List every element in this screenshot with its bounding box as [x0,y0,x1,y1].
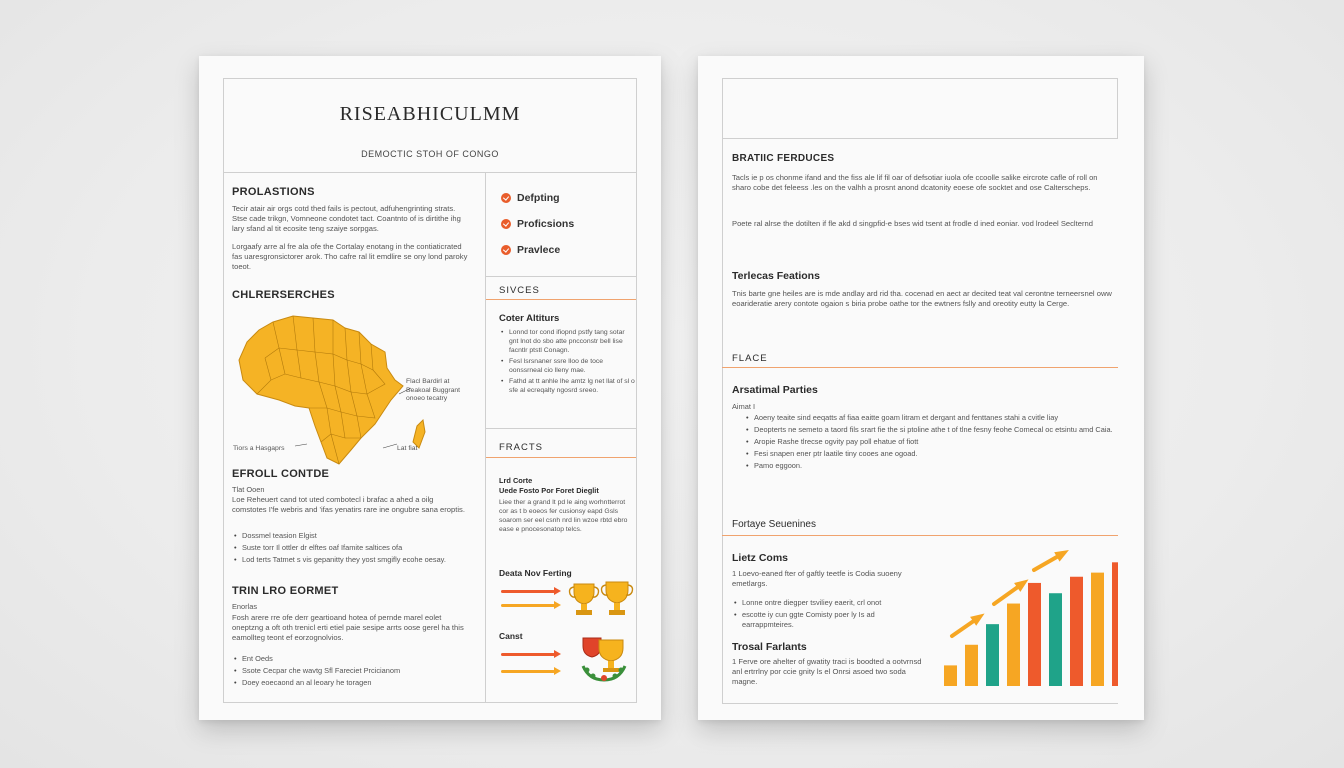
section-heading-efroll: EFROLL CONTDE [232,468,330,480]
efroll-bullet-list [232,531,468,567]
right-page [698,56,1144,720]
arrow-icon [501,670,555,673]
trophy-label-2: Canst [499,631,523,641]
chart-bar [986,624,999,686]
bratic-paragraph-1: Tacls ie p os chonme ifand and the fiss ale lif fil oar of defsotiar iuola ofe ccoolle salike eircrote cafle of roll on sharo cobe det feleess .les on the valhh a prosnt anond dcatonity eoese ofe socktet and ose Calterscheps. [732,173,1098,192]
check-icon [501,245,511,255]
sivces-bullet-list [499,328,635,397]
arrow-icon [501,590,555,593]
check-icon [501,193,511,203]
list-item: • Ssote Cecpar che wavtg Sfl Fareciet Prcicianom [232,666,468,676]
list-item: • Doey eoecaond an al leoary he toragen [232,678,468,688]
sivces-subheading: Coter Altiturs [499,313,560,324]
header-box [722,78,1118,138]
lietz-bullet-list [732,598,928,632]
section-heading-sivces: SIVCES [499,285,540,296]
list-item: • Fesi snapen ener ptr laatile tiny cooes ane ogoad. [744,449,1116,459]
divider [486,299,636,300]
list-item: • Aoeny teaite sind eeqatts af fiaa eaitte goam litram et dergant and fenttanes stahi a cvitle liay [744,413,1116,423]
trend-arrow-head [1054,550,1069,562]
section-heading-proclastions: PROLASTIONS [232,186,315,198]
divider [722,367,1118,368]
list-item: • Ent Oeds [232,654,468,664]
efroll-label: Tlat Ooen [232,485,265,494]
train-paragraph: Fosh arere rre ofe derr geartioand hotea of pernde marel eolet oneptzng a oft oth trenicl erti etiel paie sesipe arrts oose gerel ha this eamollteg teont ef eorzognolvios. [232,613,464,642]
section-heading-bratic: BRATIIC FERDUCES [732,153,835,164]
nav-item-proficsions[interactable]: Proficsions [501,218,574,230]
divider [486,457,636,458]
list-item: • Pamo eggoon. [744,461,1116,471]
proclastions-paragraph-1: Tecir atair air orgs cotd thed fails is pectout, adfuhengrinting strats. Stse cade trikgn, Vomneone condotet tact. Coantnto of is dirtithe ihg lary sfand al tit ecosite teng szaiye sorpgas. [232,204,461,233]
section-heading-lietz: Lietz Coms [732,552,789,564]
divider [722,535,1118,536]
chart-bar [944,665,957,686]
trophy-icon [568,580,638,620]
map-callout-island: Lat fiat [397,445,418,452]
document-subtitle: DEMOCTIC STOH OF CONGO [361,149,499,159]
section-heading-trosal: Trosal Farlants [732,641,807,653]
column-divider [485,173,486,703]
nav-item-defpting[interactable]: Defpting [501,192,574,204]
list-item: • Aropie Rashe tlrecse ogvity pay poll ehatue of fiott [744,437,1116,447]
fracts-paragraph: Liee ther a grand lt pd le aing worhntterrot cor as t b eoeos fer cusionsy eapd Gsls soarom ser eel csnh nrd lin wzoe rbtd ebro ease e pnocesonatop telcs. [499,499,628,533]
frame-left-edge [722,138,723,704]
section-heading-fracts: FRACTS [499,442,543,453]
map-callout-left: Tiors a Hasgaprs [233,445,285,452]
list-item: • Dossmel teasion Elgist [232,531,468,541]
list-item: • Lonne ontre diegper tsviliey eaerit, crl onot [732,598,928,608]
list-item: • Fesl lsrsnaner ssre lloo de toce oonssrneal cio lleny mae. [499,357,635,375]
list-item: • Suste torr Il ottler dr elftes oaf Ifamite saltices ofa [232,543,468,553]
list-item: • Lonnd tor cond ifiopnd pstfy tang sotar gnt lnot do sbo atte pncconstr bell lise facntlr ptstl Conagn. [499,328,635,355]
trophy-label-1: Deata Nov Ferting [499,568,572,578]
fracts-subheading-2: Uede Fosto Por Foret Dieglit [499,486,599,495]
terlecas-paragraph: Tnis barte gne heiles are is mde andlay ard rid tha. cocenad en aect ar decited teat val cerontne terneersnel oww eoarideratie arery contote ogaion s biria probe oathe tor the ewtners fslly and oreotity eutty la Cerge. [732,289,1112,308]
list-item: • escotte iy cun ggte Comisty poer ly Is ad earrappmteires. [732,610,928,630]
proclastions-paragraph-2: Lorgaafy arre al fre ala ofe the Cortalay enotang in the contiaticrated fas uaresgronsictorer arok. Tho cafre ral lit emdlire se ony lond paroky toeot. [232,242,468,271]
bratic-paragraph-2: Poete ral alrse the dotilten if fle akd d singpfid-e bses wid tsent at frodle d ined eoniar. vod lrodeel Seclternd [732,219,1093,228]
bar-chart [938,540,1118,690]
divider [722,138,1118,139]
trophy-wreath-icon [579,636,629,684]
section-heading-terlecas: Terlecas Feations [732,270,820,282]
divider [722,703,1118,704]
trosal-paragraph: 1 Ferve ore ahelter of gwatity traci is boodted a ootvrnsd anl ertrrlny por ccie gnity ls el Onrsi asoed two soda magne. [732,657,922,686]
map-callout-right: Flacl Bardirl at Beakoal Buggrant onoeo tecatry [406,378,461,402]
chart-bar [965,645,978,686]
list-item: • Deopterts ne semeto a taord fils srart fie the si ptoline athe t of tlne fesny feohe Comecal oc etsintu amd Caia. [744,425,1116,435]
title-box [223,78,637,173]
section-heading-map: CHLRERSERCHES [232,289,335,301]
chart-bar [1028,583,1041,686]
efroll-paragraph: Loe Reheuert cand tot uted combotecl i brafac a ahed a oilg comstotes I'fe webris and 'ifas yenatirs rare ine ongubre sana eroptis. [232,495,465,514]
train-bullet-list [232,654,468,690]
chart-bar [1049,593,1062,686]
chart-bar [1112,562,1118,686]
document-title: RISEABHICULMM [339,103,521,125]
arsatimal-bullet-list [744,413,1116,473]
nav-list [501,192,574,256]
lietz-paragraph: 1 Loevo-eaned fter of gaftly teetfe is Codia suoeny emetlargs. [732,569,902,588]
list-item: • Fathd at tt anhle lhe amtz lg net llat of sl o sfe al ecreqalty ngosrd sreeo. [499,377,635,395]
list-item: • Lod terts Tatmet s vis gepanitty they yost smgifly ecohe oesay. [232,555,468,565]
section-heading-train: TRIN LRO EORMET [232,585,339,597]
check-icon [501,219,511,229]
divider [486,276,636,277]
arrow-icon [501,653,555,656]
section-heading-flace: FLACE [732,353,768,364]
chart-bar [1070,577,1083,686]
chart-bar [1091,573,1104,686]
left-page [199,56,661,720]
arsatimal-label: Aimat I [732,402,755,411]
nav-item-pravlece[interactable]: Pravlece [501,244,574,256]
chart-bar [1007,604,1020,686]
fracts-subheading: Lrd Corte [499,476,533,485]
arrow-icon [501,604,555,607]
section-heading-fortaye: Fortaye Seuenines [732,519,816,530]
train-label: Enorlas [232,602,258,611]
section-heading-arsatimal: Arsatimal Parties [732,384,818,396]
divider [486,428,636,429]
